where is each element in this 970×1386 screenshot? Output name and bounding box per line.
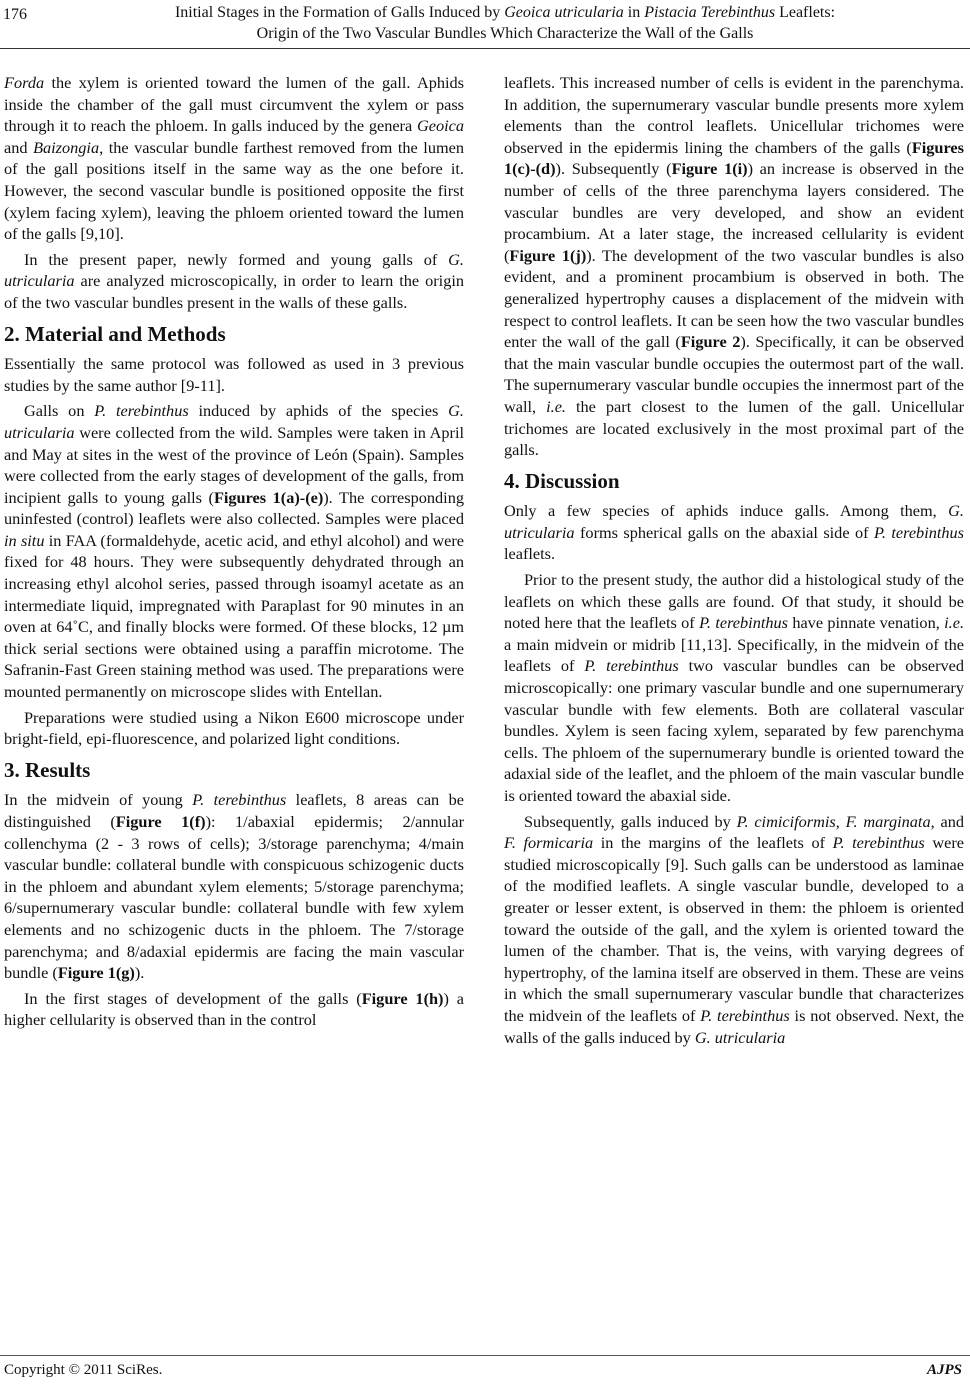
italic-term: Geoica bbox=[416, 116, 464, 136]
italic-term: Forda bbox=[4, 73, 45, 92]
text-run: forms spherical galls on the abaxial side of bbox=[574, 522, 874, 542]
italic-term: P. terebinthus bbox=[832, 833, 925, 853]
text-run: in the margins of the leaflets of bbox=[593, 833, 833, 853]
text-run: are analyzed microscopically, in order to learn the origin of the two vascular bundles present in the walls of these galls. bbox=[4, 271, 464, 312]
text-run: ). Specifically, it can be observed that the main vascular bundle occupies the outermost part of the wall. The supernumerary vascular bundle occupies the innermost part of the wall, bbox=[504, 332, 964, 416]
paragraph bbox=[4, 400, 464, 702]
section-heading: 3. Results bbox=[4, 757, 91, 782]
italic-term: in situ bbox=[4, 530, 45, 550]
text-run: and bbox=[4, 137, 34, 157]
text-run: a main midvein or midrib [11,13]. Specifically, in the midvein of the leaflets of bbox=[504, 634, 964, 676]
text-run: In the present paper, newly formed and young galls of bbox=[24, 249, 449, 269]
paragraph bbox=[504, 569, 964, 807]
figure-reference: Figure 1(j) bbox=[509, 245, 587, 265]
text-run: Galls on bbox=[24, 401, 95, 421]
text-run: Subsequently, galls induced by bbox=[524, 811, 737, 831]
paragraph bbox=[4, 988, 464, 1031]
italic-term: G. utricularia bbox=[4, 401, 464, 442]
text-run: Preparations were studied using a Nikon E600 microscope under bright-field, epi-fluorescence, and polarized light conditions. bbox=[4, 707, 464, 749]
text-run: ) an increase is observed in the number of cells of the three parenchyma layers considered. The vascular bundles are very developed, and show an evident procambium. At a later stage, the increased cellularity is evident ( bbox=[504, 159, 964, 265]
paragraph bbox=[504, 72, 964, 461]
figure-reference: Figure 1(i) bbox=[671, 159, 748, 179]
paragraph bbox=[4, 707, 464, 750]
text-run: induced by aphids of the species bbox=[188, 401, 449, 421]
footer-rule bbox=[0, 1355, 970, 1356]
paragraph bbox=[4, 353, 464, 396]
left-column bbox=[4, 72, 464, 1035]
running-header bbox=[60, 2, 950, 44]
figure-reference: Figure 1(f) bbox=[115, 812, 206, 831]
text-run: ): 1/abaxial epidermis; 2/annular collenchyma (2 - 3 rows of cells); 3/storage parenchyma; 4/main vascular bundle: collateral bundle with conspicuous schizogenic ducts in the phloem and abundant xylem elements; 5/storage parenchyma; 6/supernumerary vascular bundle: collateral bundle with few xylem elements and no schizogenic ducts in the phloem. The 7/storage parenchyma; and 8/adaxial epidermis are facing the main vascular bundle ( bbox=[4, 812, 464, 983]
running-header-line-1: Initial Stages in the Formation of Galls Induced by Geoica utricularia in Pistacia Terebinthus Leaflets: bbox=[174, 4, 836, 21]
italic-term: P. cimiciformis bbox=[736, 811, 836, 831]
header-rule bbox=[0, 48, 970, 49]
text-run: in FAA (formaldehyde, acetic acid, and ethyl alcohol) and were fixed for 48 hours. They were subsequently dehydrated through an increasing ethyl alcohol series, passed through isoamyl acetate as an intermediate liquid, impregnated with Paraplast for 90 minutes in an oven at 64˚C, and finally blocks were formed. Of these blocks, 12 µm thick serial sections were obtained using a paraffin microtome. The Safranin-Fast Green staining method was used. The preparations were mounted permanently on microscope slides with Entellan. bbox=[4, 530, 464, 702]
figure-reference: Figures 1(c)-(d) bbox=[504, 137, 964, 179]
text-run: ). The corresponding uninfested (control) leaflets were also collected. Samples were placed bbox=[4, 487, 464, 529]
italic-term: Baizongia bbox=[33, 137, 100, 157]
italic-term: P. terebinthus bbox=[192, 790, 287, 810]
figure-reference: Figure 1(g) bbox=[57, 963, 135, 983]
paragraph bbox=[4, 72, 464, 245]
text-run: have pinnate venation, bbox=[787, 613, 945, 633]
paragraph bbox=[4, 249, 464, 314]
paragraph bbox=[504, 500, 964, 565]
text-run: two vascular bundles can be observed microscopically: one primary vascular bundle and one supernumerary vascular bundle with few elements. Both are collateral vascular bundles. Xylem is seen facing xylem, separated by few parenchyma cells. The phloem of the supernumerary bundle is oriented toward the adaxial side of the leaflet, and the phloem of the main vascular bundle is oriented toward the abaxial side. bbox=[504, 656, 964, 805]
text-run: the part closest to the lumen of the gall. Unicellular trichomes are located exclusively in the most proximal part of the galls. bbox=[504, 396, 964, 460]
text-run: leaflets. bbox=[504, 544, 556, 564]
italic-term: G. utricularia bbox=[4, 249, 464, 291]
text-run: In the first stages of development of the galls ( bbox=[24, 988, 362, 1008]
text-run: the xylem is oriented toward the lumen of the gall. Aphids inside the chamber of the gall must circumvent the xylem or pass through it to reach the phloem. In galls induced by the genera bbox=[4, 73, 464, 136]
figure-reference: Figures 1(a)-(e) bbox=[213, 487, 324, 507]
text-run: Prior to the present study, the author did a histological study of the leaflets on which these galls are found. Of that study, it should be noted here that the leaflets of bbox=[504, 570, 964, 633]
text-run: ). The development of the two vascular bundles is also evident, and a prominent procambium is observed in both. The generalized hypertrophy causes a displacement of the midvein with respect to control leaflets. It can be seen how the two vascular bundles enter the wall of the gall ( bbox=[504, 245, 964, 352]
figure-reference: Figure 1(h) bbox=[361, 988, 444, 1008]
text-run: ). bbox=[134, 963, 145, 983]
italic-term: G. utricularia bbox=[694, 1027, 786, 1047]
paragraph bbox=[504, 811, 964, 1049]
text-run: leaflets, 8 areas can be distinguished ( bbox=[4, 790, 464, 831]
running-header-line-2: Origin of the Two Vascular Bundles Which Characterize the Wall of the Galls bbox=[256, 25, 754, 42]
italic-term: F. formicaria bbox=[504, 833, 594, 853]
text-run: ) a higher cellularity is observed than in the control bbox=[4, 988, 465, 1030]
section-heading: 2. Material and Methods bbox=[4, 321, 226, 346]
text-run: Only a few species of aphids induce galls. Among them, bbox=[504, 501, 949, 521]
figure-reference: Figure 2 bbox=[680, 332, 741, 352]
text-run: were collected from the wild. Samples were taken in April and May at sites in the west of the province of León (Spain). Samples were collected from the early stages of development of the galls, from incipient galls to young galls ( bbox=[4, 422, 464, 507]
italic-term: P. terebinthus bbox=[873, 522, 964, 542]
italic-term: P. terebinthus bbox=[700, 1005, 790, 1025]
text-run: is not observed. Next, the walls of the galls induced by bbox=[504, 1005, 964, 1047]
right-column bbox=[504, 72, 964, 1052]
text-run: ). Subsequently ( bbox=[555, 159, 672, 179]
italic-term: P. terebinthus bbox=[584, 656, 679, 676]
section-heading: 4. Discussion bbox=[504, 468, 620, 493]
text-run: In the midvein of young bbox=[4, 790, 193, 810]
italic-term: G. utricularia bbox=[504, 501, 964, 542]
text-run: leaflets. This increased number of cells is evident in the parenchyma. In addition, the supernumerary vascular bundle presents more xylem elements than the control leaflets. Unicellular trichomes were observed in the epidermis lining the chambers of the galls ( bbox=[504, 73, 964, 157]
page-number: 176 bbox=[3, 6, 27, 23]
footer-copyright: Copyright © 2011 SciRes. bbox=[4, 1362, 163, 1378]
paragraph bbox=[4, 789, 464, 983]
italic-term: P. terebinthus bbox=[94, 401, 189, 421]
text-run: , the vascular bundle farthest removed from the lumen of the gall positions itself in the same way as the one before it. However, the second vascular bundle is positioned opposite the first (xylem facing xylem), leaving the phloem oriented toward the lumen of the galls [9,10]. bbox=[4, 137, 465, 244]
italic-term: i.e. bbox=[944, 613, 965, 633]
text-run: , and bbox=[930, 811, 965, 831]
text-run: , bbox=[835, 811, 846, 831]
italic-term: P. terebinthus bbox=[699, 613, 788, 633]
text-run: were studied microscopically [9]. Such galls can be understood as laminae of the modified leaflets. A single vascular bundle, developed to a greater or lesser extent, is observed in them: the phloem is oriented toward the outside of the gall, and the xylem is oriented toward the lumen of the chamber. That is, the veins, with varying degrees of hypertrophy, of the lamina itself are observed in them. These are veins in which the small supernumerary vascular bundle that characterizes the midvein of the leaflets of bbox=[504, 833, 965, 1025]
italic-term: F. marginata bbox=[845, 811, 931, 831]
italic-term: i.e. bbox=[546, 396, 566, 416]
text-run: Essentially the same protocol was followed as used in 3 previous studies by the same author [9-11]. bbox=[4, 354, 464, 395]
footer-journal: AJPS bbox=[926, 1362, 962, 1378]
